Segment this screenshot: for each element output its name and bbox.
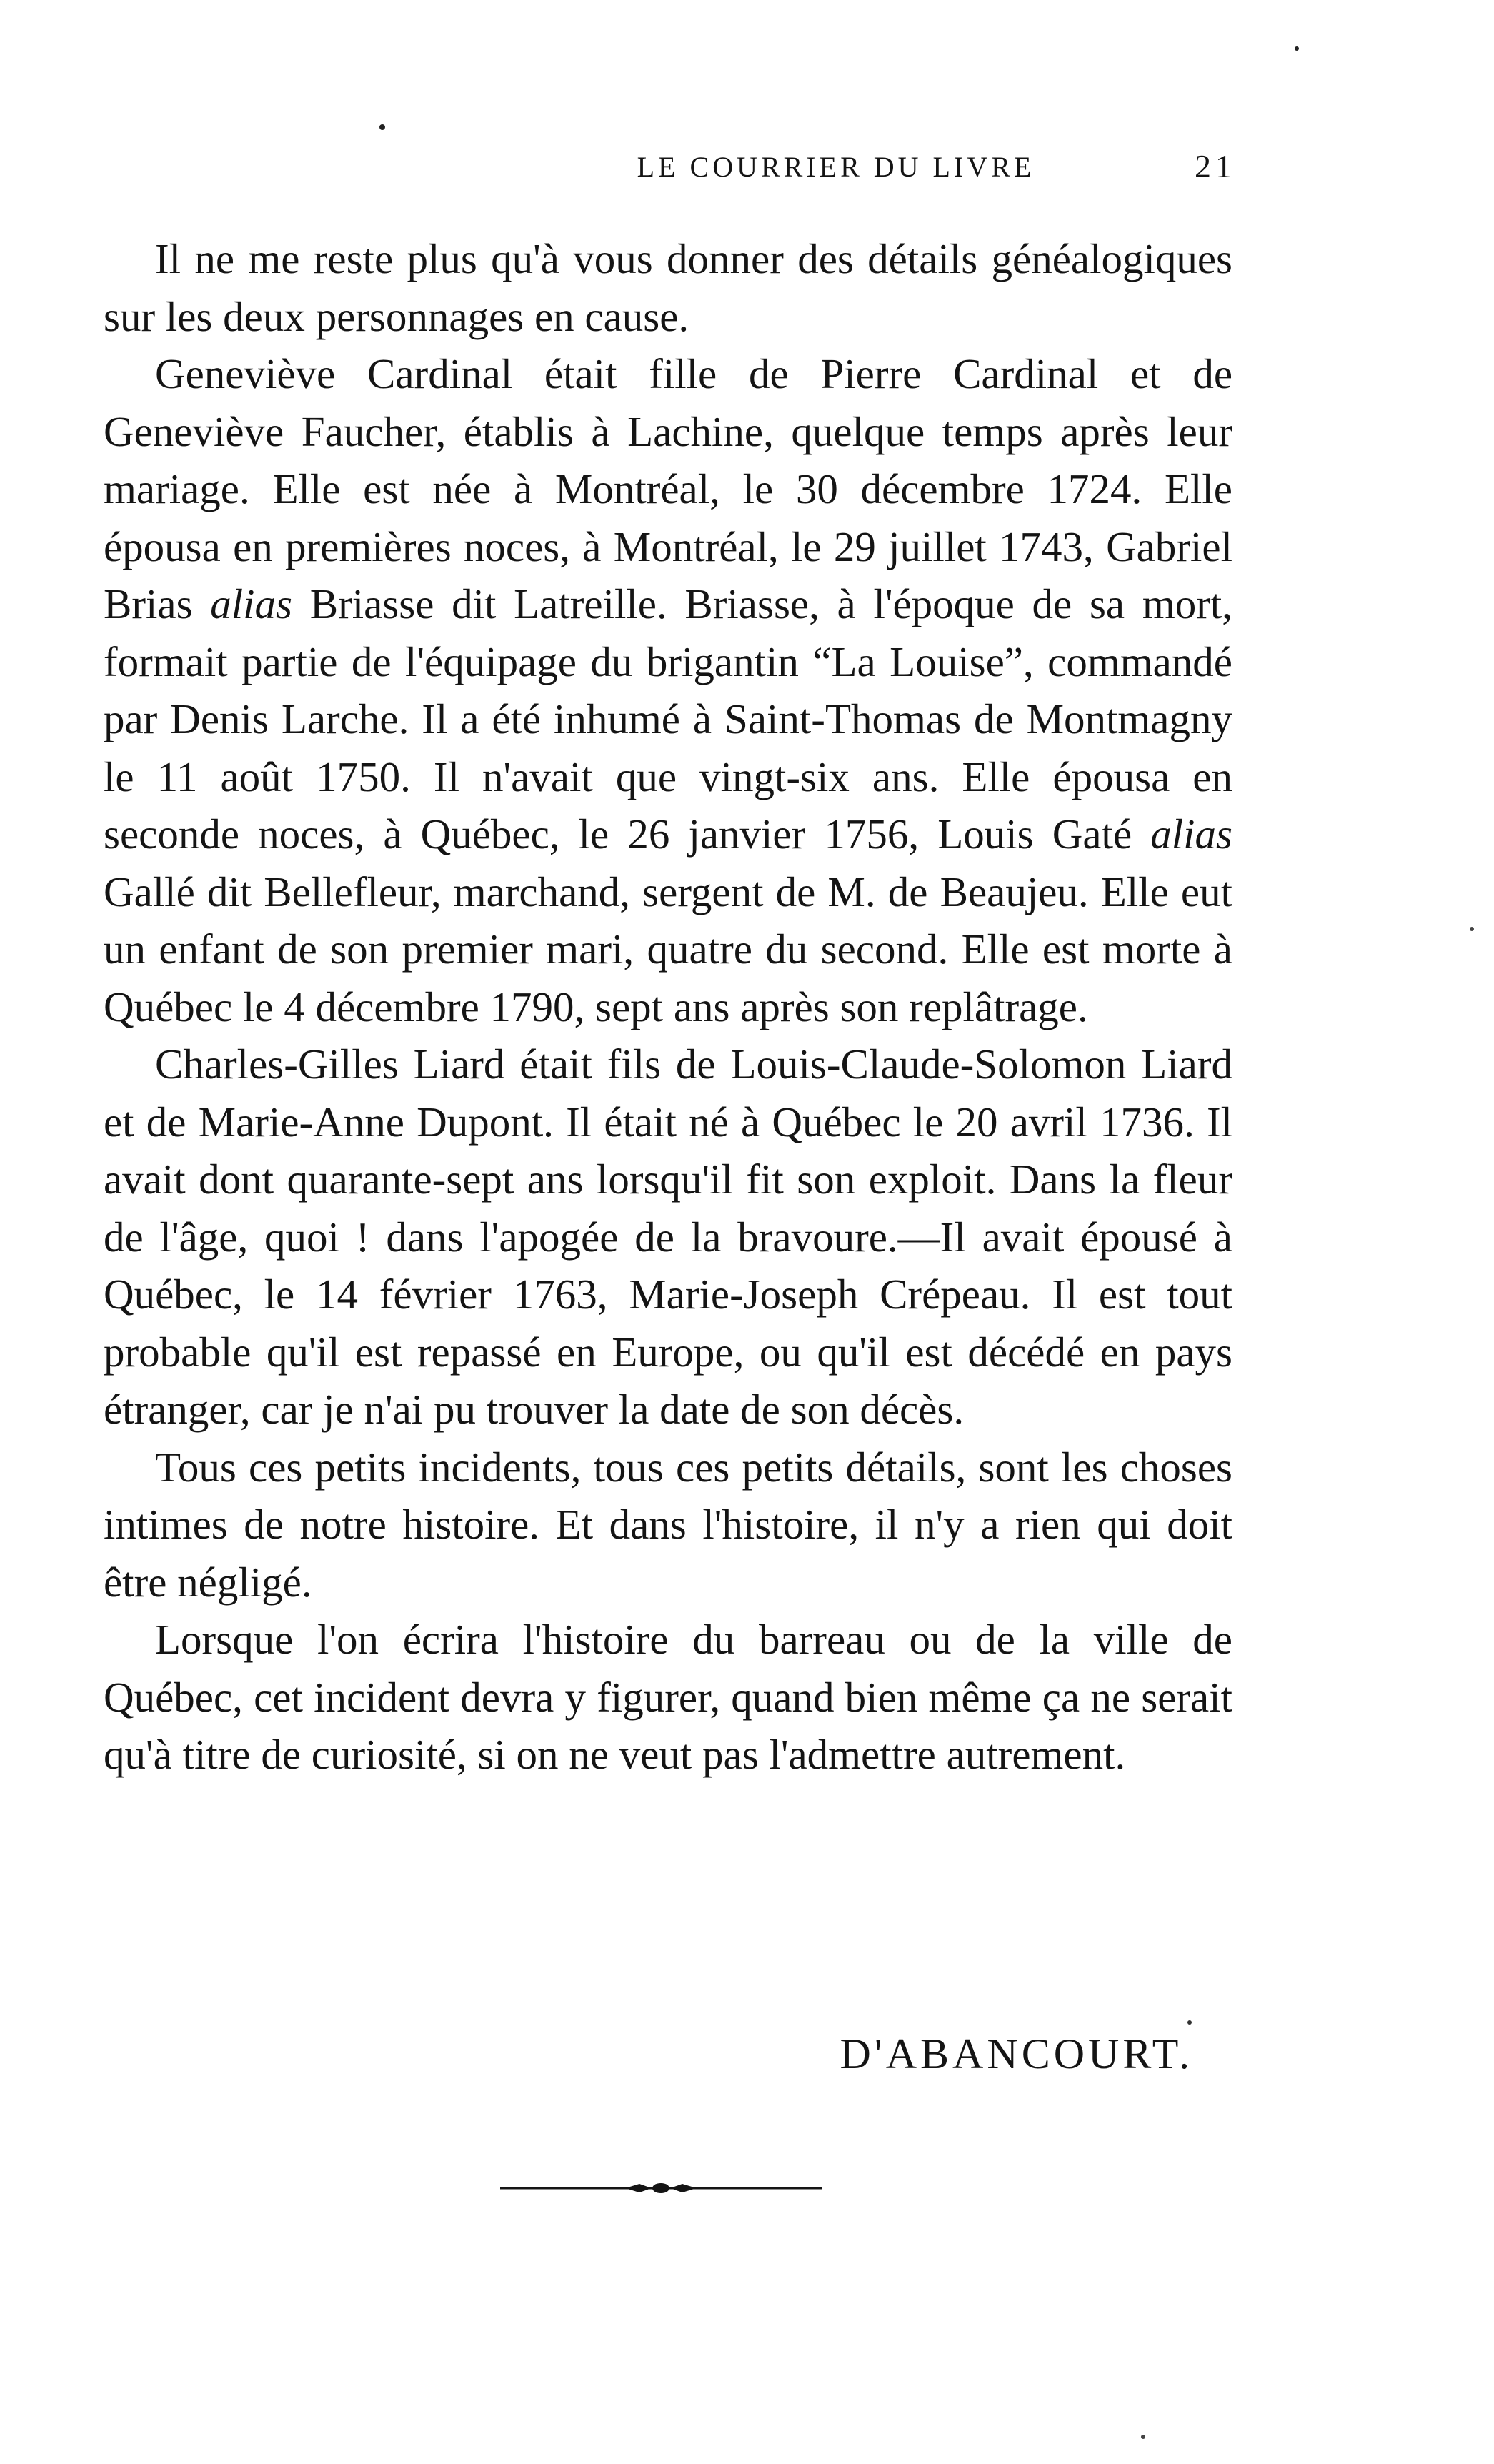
body-text [104,230,1232,1784]
rule-with-central-flourish-icon [500,2180,822,2197]
paragraph-text: Lorsque l'on écrira l'histoire du barreau ou de la ville de Québec, cet incident devra y figurer, quand bien même ça ne serait qu'à titre de curiosité, si on ne veut pas l'admettre autrement. [104,1616,1232,1778]
paragraph-text: Tous ces petits incidents, tous ces petits détails, sont les choses intimes de notre histoire. Et dans l'histoire, il n'y a rien qui doit être négligé. [104,1443,1232,1606]
paragraph-petits-incidents [104,1439,1232,1611]
paragraph-text: Geneviève Cardinal était fille de Pierre Cardinal et de Geneviève Faucher, établis à Lachine, quelque temps après leur mariage. Elle est née à Montréal, le 30 décembre 1724. Elle épousa en premières noces, à Montréal, le 29 juillet 1743, Gabriel Brias [104,350,1232,627]
italic-alias: alias [1150,810,1232,858]
paragraph-histoire-du-barreau [104,1611,1232,1784]
italic-alias: alias [210,580,293,627]
running-title: LE COURRIER DU LIVRE [637,151,1035,183]
page-number: 21 [1195,148,1236,184]
paragraph-details-intro [104,230,1232,345]
author-signature: D'ABANCOURT. [840,2030,1193,2077]
paragraph-text: Il ne me reste plus qu'à vous donner des détails généalogiques sur les deux personnages en cause. [104,235,1232,340]
paragraph-text: Gallé dit Bellefleur, marchand, sergent de M. de Beaujeu. Elle eut un enfant de son premier mari, quatre du second. Elle est morte à Québec le 4 décembre 1790, sept ans après son replâtrage. [104,868,1232,1030]
paragraph-genevieve-cardinal [104,345,1232,1035]
paragraph-charles-gilles-liard [104,1035,1232,1439]
paragraph-text: Charles-Gilles Liard était fils de Louis-Claude-Solomon Liard et de Marie-Anne Dupont. Il était né à Québec le 20 avril 1736. Il avait dont quarante-sept ans lorsqu'il fit son exploit. Dans la fleur de l'âge, quoi ! dans l'apogée de la bravoure.—Il avait épousé à Québec, le 14 février 1763, Marie-Joseph Crépeau. Il est tout probable qu'il est repassé en Europe, ou qu'il est décédé en pays étranger, car je n'ai pu trouver la date de son décès. [104,1040,1232,1433]
paragraph-text: Briasse dit Latreille. Briasse, à l'époque de sa mort, formait partie de l'équipage du brigantin “La Louise”, commandé par Denis Larche. Il a été inhumé à Saint-Thomas de Montmagny le 11 août 1750. Il n'avait que vingt-six ans. Elle épousa en seconde noces, à Québec, le 26 janvier 1756, Louis Gaté [104,580,1233,858]
